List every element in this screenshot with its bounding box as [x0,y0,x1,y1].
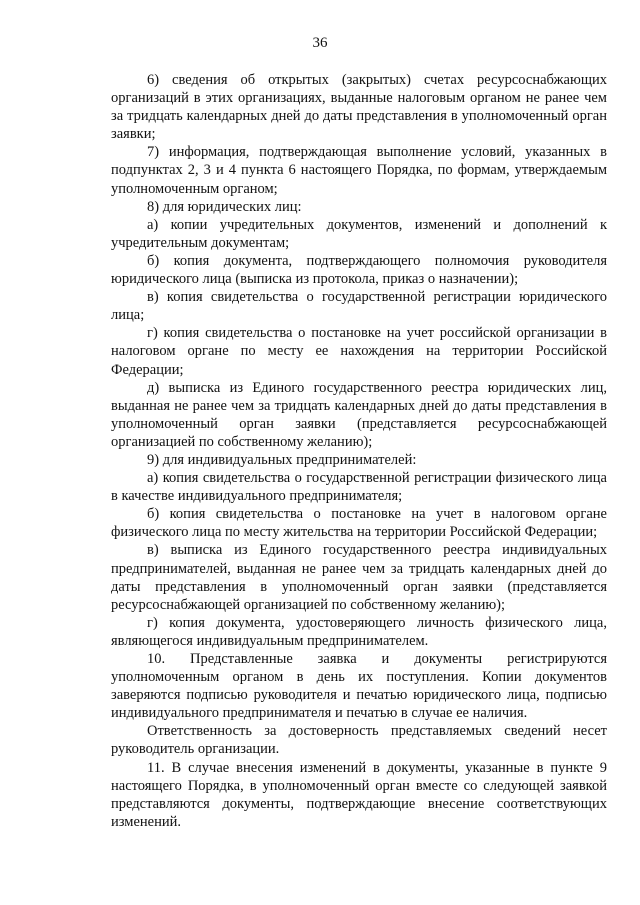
paragraph-clause-10: 10. Представленные заявка и документы регистрируются уполномоченным органом в день их поступления. Копии документов заверяются подписью руководителя и печатью юридического лица, подписью индивидуального предпринимателя и печатью в случае ее наличия. [111,651,607,722]
document-body [111,71,607,831]
paragraph-item-9a: а) копия свидетельства о государственной регистрации физического лица в качестве индивидуального предпринимателя; [111,470,607,505]
paragraph-item-8g: г) копия свидетельства о постановке на учет российской организации в налоговом органе по месту ее нахождения на территории Российской Федерации; [111,325,607,378]
page-number: 36 [312,35,328,51]
paragraph-item-6: 6) сведения об открытых (закрытых) счетах ресурсоснабжающих организаций в этих организациях, выданные налоговым органом не ранее чем за тридцать календарных дней до даты представления в уполномоченный орган заявки; [111,72,607,143]
paragraph-item-9v: в) выписка из Единого государственного реестра индивидуальных предпринимателей, выданная не ранее чем за тридцать календарных дней до даты представления в уполномоченный орган заявки (представляется ресурсоснабжающей организацией по собственному желанию); [111,542,607,613]
paragraph-item-9-heading: 9) для индивидуальных предпринимателей: [147,451,417,468]
paragraph-clause-11: 11. В случае внесения изменений в документы, указанные в пункте 9 настоящего Порядка, в уполномоченный орган вместе со следующей заявкой представляются документы, подтверждающие внесение соответствующих изменений. [111,759,607,830]
paragraph-item-9g: г) копия документа, удостоверяющего личность физического лица, являющегося индивидуальным предпринимателем. [111,614,607,649]
paragraph-item-8v: в) копия свидетельства о государственной регистрации юридического лица; [111,289,607,324]
paragraph-item-9b: б) копия свидетельства о постановке на учет в налоговом органе физического лица по месту жительства на территории Российской Федерации; [111,506,607,541]
paragraph-item-8a: а) копии учредительных документов, изменений и дополнений к учредительным документам; [111,216,607,251]
paragraph-item-7: 7) информация, подтверждающая выполнение условий, указанных в подпунктах 2, 3 и 4 пункта 6 настоящего Порядка, по формам, утверждаемым уполномоченным органом; [111,144,607,197]
paragraph-item-8b: б) копия документа, подтверждающего полномочия руководителя юридического лица (выписка из протокола, приказ о назначении); [111,252,607,288]
paragraph-item-8-heading: 8) для юридических лиц: [147,198,302,215]
paragraph-responsibility: Ответственность за достоверность представляемых сведений несет руководитель организации. [111,723,607,758]
paragraph-item-8d: д) выписка из Единого государственного реестра юридических лиц, выданная не ранее чем за тридцать календарных дней до даты представления в уполномоченный орган заявки (представляется ресурсоснабжающей организацией по собственному желанию); [111,379,607,450]
